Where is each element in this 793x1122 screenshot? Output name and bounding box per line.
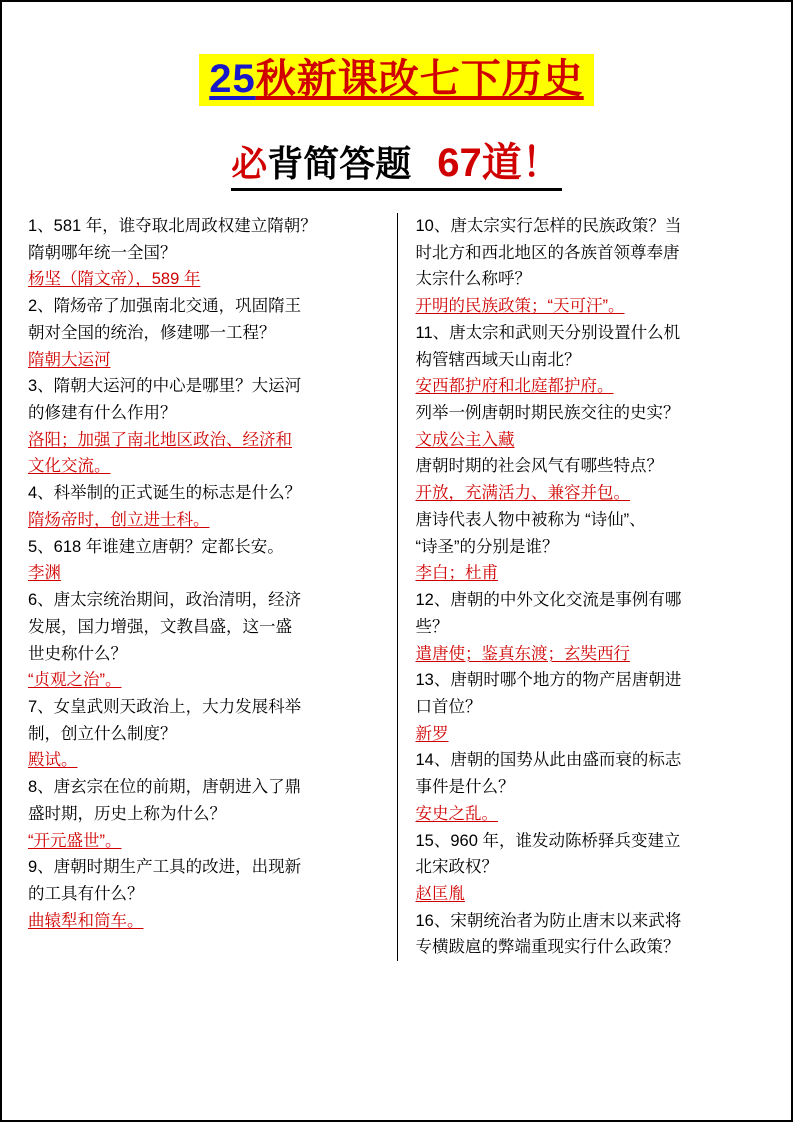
subtitle-black-text: 背简答题 [267, 143, 412, 184]
question-line: 2、隋炀帝了加强南北交通，巩固隋王 [28, 297, 302, 316]
right-column [397, 213, 766, 961]
left-column [28, 213, 397, 961]
question-line: 9、唐朝时期生产工具的改进，出现新 [28, 858, 302, 877]
question-line: 太宗什么称呼？ [415, 270, 531, 289]
subtitle [231, 140, 562, 191]
answer-text: 新罗 [415, 724, 449, 743]
answer-text: 洛阳；加强了南北地区政治、经济和 [28, 430, 292, 449]
answer-text: 开放，充满活力、兼容并包。 [415, 484, 630, 503]
answer-text: 遣唐使；鉴真东渡；玄奘西行 [415, 644, 630, 663]
question-line: 3、隋朝大运河的中心是哪里？大运河 [28, 377, 302, 396]
question-line: 的工具有什么？ [28, 884, 144, 903]
question-line: 朝对全国的统治，修建哪一工程？ [28, 323, 276, 342]
answer-line [416, 293, 766, 320]
answer-text: 赵匡胤 [415, 884, 465, 903]
question-line: 口首位？ [415, 697, 482, 716]
answer-line [28, 560, 381, 587]
question-line: 1、581 年，谁夺取北周政权建立隋朝？ [28, 217, 317, 235]
question-line: 15、960 年，谁发动陈桥驿兵变建立 [415, 831, 681, 850]
answer-text: 杨坚（隋文帝），589 年 [28, 270, 201, 289]
question-line: 12、唐朝的中外文化交流是事例有哪 [415, 591, 682, 610]
answer-line [416, 881, 766, 908]
answer-line [28, 747, 381, 774]
answer-line [28, 453, 381, 480]
question-line: “诗圣”的分别是谁？ [415, 537, 559, 556]
question-line: 7、女皇武则天政治上，大力发展科举 [28, 697, 302, 716]
answer-line [28, 427, 381, 454]
question-line: 时北方和西北地区的各族首领尊奉唐 [415, 243, 680, 262]
answer-text: 隋朝大运河 [28, 350, 111, 369]
answer-line [416, 721, 766, 748]
subtitle-tail: 道！ [481, 141, 562, 185]
answer-text: 文化交流。 [28, 457, 111, 476]
question-line: 5、618 年谁建立唐朝？定都长安。 [28, 537, 284, 556]
question-line: 唐朝时期的社会风气有哪些特点？ [415, 457, 663, 476]
question-line: 世史称什么？ [28, 644, 127, 663]
question-line: 6、唐太宗统治期间，政治清明，经济 [28, 591, 302, 610]
question-line: 8、唐玄宗在位的前期，唐朝进入了鼎 [28, 778, 302, 797]
question-line: 专横跋扈的弊端重现实行什么政策？ [415, 938, 680, 957]
question-line: 的修建有什么作用？ [28, 404, 177, 423]
title-block [28, 54, 765, 106]
answer-text: 李白；杜甫 [415, 564, 498, 583]
question-line: 14、唐朝的国势从此由盛而衰的标志 [415, 751, 682, 770]
document-inner [2, 2, 791, 971]
question-line: 些？ [415, 617, 449, 636]
answer-line [28, 828, 381, 855]
answer-text: 曲辕犁和筒车。 [28, 911, 144, 930]
answer-text: 安史之乱。 [415, 804, 498, 823]
answer-text: 安西都护府和北庭都护府。 [415, 377, 614, 396]
answer-line [28, 667, 381, 694]
answer-text: 开明的民族政策；“天可汗”。 [415, 297, 625, 316]
question-line: 列举一例唐朝时期民族交往的史实？ [415, 404, 680, 423]
main-title-text: 秋新课改七下历史 [255, 57, 584, 101]
two-column-body [28, 213, 765, 961]
answer-line [416, 373, 766, 400]
answer-line [416, 560, 766, 587]
answer-line [28, 507, 381, 534]
answer-line [28, 266, 381, 293]
question-line: 11、唐太宗和武则天分别设置什么机 [415, 323, 681, 342]
answer-text: 隋炀帝时，创立进士科。 [28, 510, 210, 529]
main-title-number: 25 [209, 57, 256, 101]
answer-text: 文成公主入藏 [415, 430, 515, 449]
question-line: 13、唐朝时哪个地方的物产居唐朝进 [415, 671, 682, 690]
answer-line [28, 347, 381, 374]
question-line: 构管辖西域天山南北？ [415, 350, 581, 369]
question-line: 16、宋朝统治者为防止唐末以来武将 [415, 911, 682, 930]
question-line: 发展，国力增强，文教昌盛，这一盛 [28, 617, 292, 636]
question-line: 10、唐太宗实行怎样的民族政策？当 [415, 217, 682, 235]
question-line: 事件是什么？ [415, 778, 515, 797]
subtitle-red-char: 必 [231, 143, 268, 184]
question-line: 唐诗代表人物中被称为 “诗仙”、 [415, 510, 646, 529]
question-line: 北宋政权？ [415, 858, 498, 877]
answer-text: 李渊 [28, 564, 61, 583]
answer-line [28, 908, 381, 935]
answer-text: 殿试。 [28, 751, 78, 770]
main-title [199, 54, 594, 106]
answer-text: “开元盛世”。 [28, 831, 122, 850]
subtitle-count: 67 [437, 141, 482, 185]
answer-line [416, 480, 766, 507]
answer-line [416, 641, 766, 668]
subtitle-block [28, 140, 765, 191]
question-line: 盛时期，历史上称为什么？ [28, 804, 226, 823]
answer-line [416, 427, 766, 454]
answer-line [416, 801, 766, 828]
question-line: 制，创立什么制度？ [28, 724, 177, 743]
answer-text: “贞观之治”。 [28, 671, 122, 690]
question-line: 隋朝哪年统一全国？ [28, 243, 177, 262]
question-line: 4、科举制的正式诞生的标志是什么？ [28, 484, 302, 503]
